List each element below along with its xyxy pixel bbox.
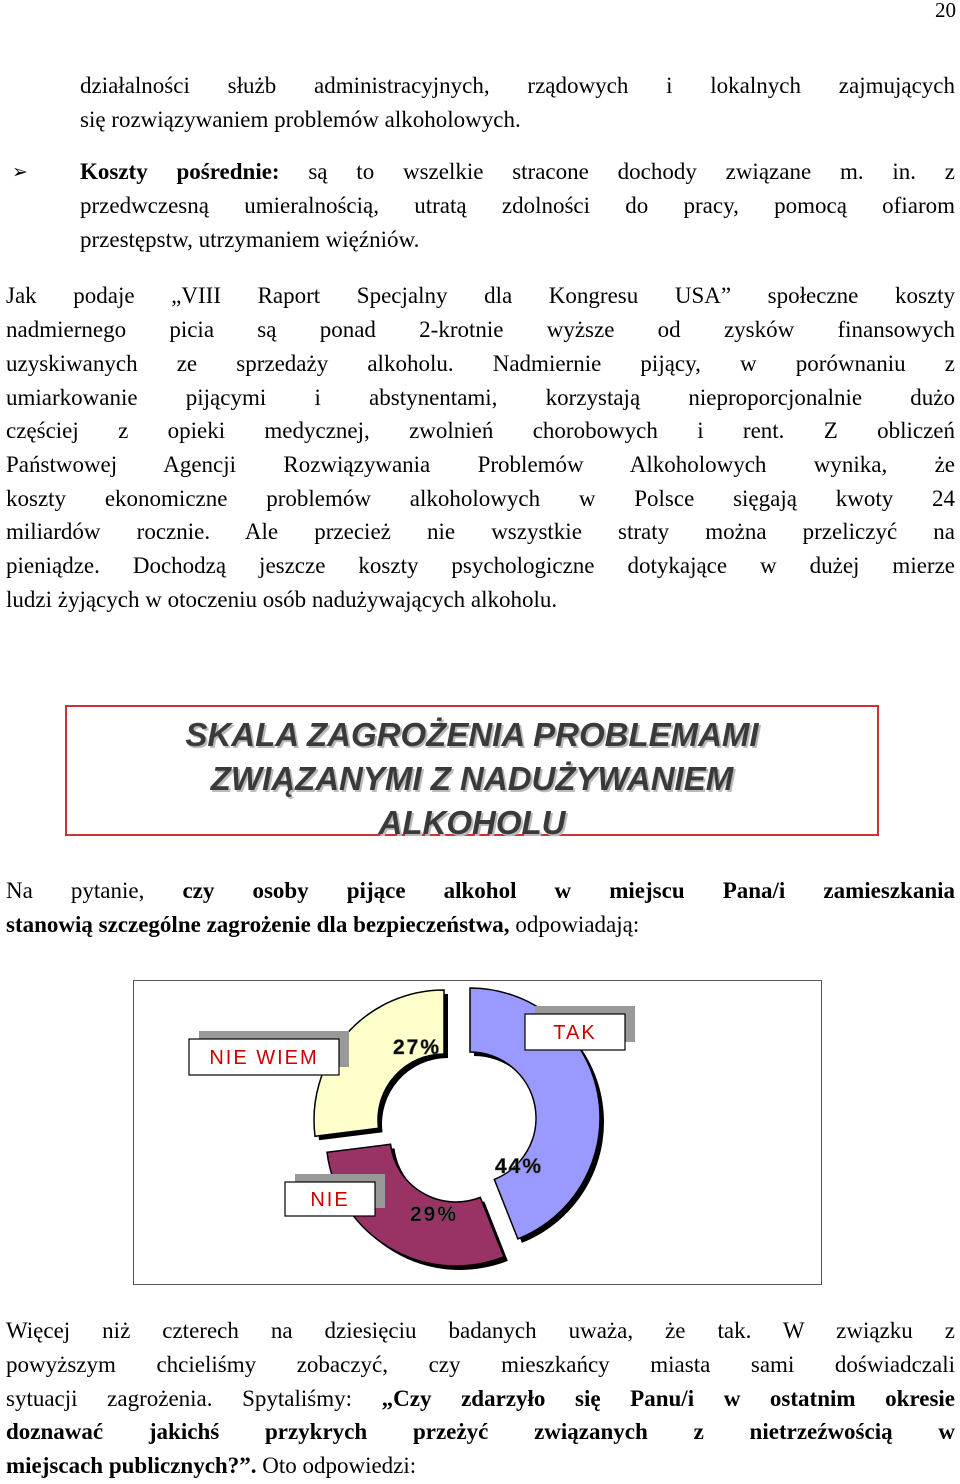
bullet-label: Koszty pośrednie: — [80, 159, 280, 184]
text-line: powyższym chcieliśmy zobaczyć, czy mieszkańcy miasta sami doświadczali — [6, 1352, 955, 1377]
question-bold: stanowią szczególne zagrożenie dla bezpieczeństwa, — [6, 912, 510, 937]
text-line: uzyskiwanych ze sprzedaży alkoholu. Nadmiernie pijący, w porównaniu z — [6, 351, 955, 376]
text-line: Więcej niż czterech na dziesięciu badanych uważa, że tak. W związku z — [6, 1318, 955, 1343]
heading-line: ZWIĄZANYMI Z NADUŻYWANIEM — [210, 760, 734, 797]
question-line: Na pytanie, czy osoby pijące alkohol w miejscu Pana/i zamieszkania — [6, 878, 955, 903]
doughnut-chart-svg — [134, 981, 823, 1286]
percent-label: 27% — [392, 1036, 442, 1059]
heading-line: ALKOHOLU — [378, 804, 566, 841]
page-number: 20 — [935, 0, 956, 22]
text-line: przestępstw, utrzymaniem więźniów. — [80, 227, 420, 252]
heading-line: SKALA ZAGROŻENIA PROBLEMAMI — [185, 716, 759, 753]
percent-label: 29% — [409, 1203, 459, 1226]
text-line: umiarkowanie pijącymi i abstynentami, korzystają nieproporcjonalnie dużo — [6, 385, 955, 410]
text-line: częściej z opieki medycznej, zwolnień chorobowych i rent. Z obliczeń — [6, 418, 955, 443]
arrow-bullet-icon: ➢ — [12, 161, 28, 183]
text-line: się rozwiązywaniem problemów alkoholowych. — [80, 107, 521, 132]
category-label: TAK — [553, 1022, 597, 1044]
question-bold: czy osoby pijące alkohol w miejscu Pana/i zamieszkania — [182, 878, 955, 903]
category-label: NIE WIEM — [209, 1047, 319, 1069]
section-heading-box — [65, 705, 879, 841]
text-line: nadmiernego picia są ponad 2-krotnie wyższe od zysków finansowych — [6, 317, 955, 342]
pie-chart — [133, 980, 822, 1285]
text-line: miliardów rocznie. Ale przecież nie wszystkie straty można przeliczyć na — [6, 519, 955, 544]
category-label: NIE — [310, 1189, 350, 1211]
text-line: ludzi żyjących w otoczeniu osób nadużywających alkoholu. — [6, 587, 558, 612]
text-line: Jak podaje „VIII Raport Specjalny dla Kongresu USA” społeczne koszty — [6, 283, 955, 308]
bullet-text: są to wszelkie stracone dochody związane m. in. z — [279, 159, 955, 184]
text-line: pieniądze. Dochodzą jeszcze koszty psychologiczne dotykające w dużej mierze — [6, 553, 955, 578]
text-line: koszty ekonomiczne problemów alkoholowych w Polsce sięgają kwoty 24 — [6, 486, 955, 511]
text-line: działalności służb administracyjnych, rządowych i lokalnych zajmujących — [80, 73, 955, 98]
question-line: stanowią szczególne zagrożenie dla bezpieczeństwa, odpowiadają: — [6, 912, 640, 937]
text-line: przedwczesną umieralnością, utratą zdolności do pracy, pomocą ofiarom — [80, 193, 955, 218]
text-line: doznawać jakichś przykrych przeżyć związanych z nietrzeźwością w — [6, 1419, 955, 1444]
text-line: Państwowej Agencji Rozwiązywania Problemów Alkoholowych wynika, że — [6, 452, 955, 477]
percent-label: 44% — [494, 1155, 544, 1178]
section-heading — [67, 713, 877, 845]
text-line: sytuacji zagrożenia. Spytaliśmy: „Czy zdarzyło się Panu/i w ostatnim okresie — [6, 1386, 955, 1411]
text-line: miejscach publicznych?”. Oto odpowiedzi: — [6, 1453, 417, 1478]
